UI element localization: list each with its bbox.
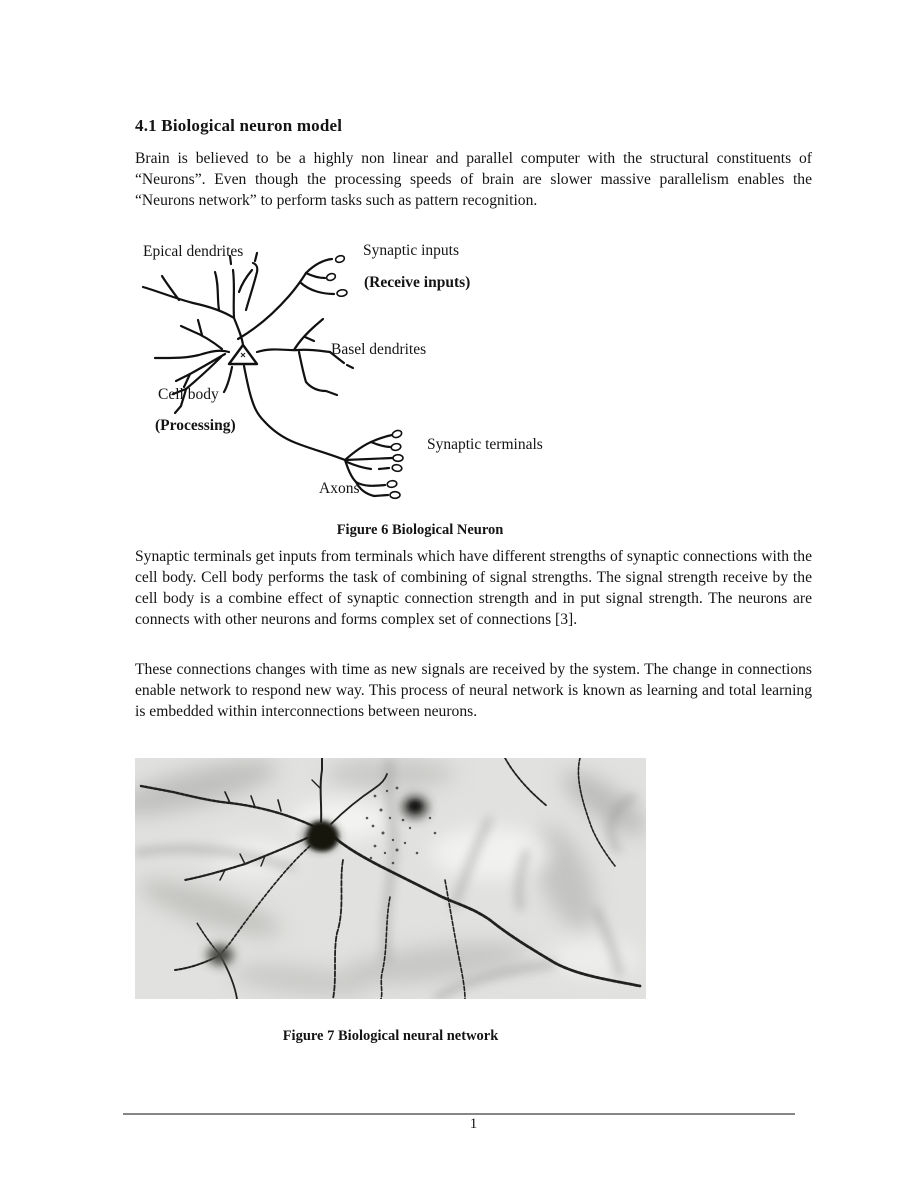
- footer-rule: [123, 1113, 795, 1115]
- label-receive-inputs: (Receive inputs): [364, 274, 471, 291]
- label-cell-body: Cell body: [158, 386, 219, 403]
- figure6-caption: Figure 6 Biological Neuron: [336, 522, 504, 538]
- figure7-caption: Figure 7 Biological neural network: [282, 1028, 499, 1044]
- apical-stem: [234, 318, 243, 345]
- figure6-neuron-diagram: [135, 240, 710, 506]
- label-basel-dendrites: Basel dendrites: [331, 341, 427, 358]
- page-number: 1: [469, 1116, 478, 1132]
- label-processing: (Processing): [155, 417, 236, 434]
- neural-network-photo-icon: [135, 758, 646, 999]
- label-synaptic-terminals: Synaptic terminals: [427, 436, 543, 453]
- cell-body-triangle: [229, 345, 257, 364]
- paragraph-intro: Brain is believed to be a highly non linear and parallel computer with the structural constituents of “Neurons”. Even though the processing speeds of brain are slower massive parallelism enables the “Neurons network” to perform tasks such as pattern recognition.: [135, 150, 812, 209]
- label-synaptic-inputs: Synaptic inputs: [363, 242, 460, 259]
- axon-line: [244, 366, 345, 460]
- label-axons: Axons: [319, 480, 360, 497]
- paragraph-learning: These connections changes with time as new signals are received by the system. The change in connections enable network to respond new way. This process of neural network is known as learning and total learning is embedded within interconnections between neurons.: [135, 661, 812, 720]
- label-epical-dendrites: Epical dendrites: [143, 243, 244, 260]
- figure7-micrograph: [135, 758, 646, 999]
- paragraph-synaptic: Synaptic terminals get inputs from terminals which have different strengths of synaptic connections with the cell body. Cell body performs the task of combining of signal strengths. The signal strength receive by the cell body is a combine effect of synaptic connection strength and in put signal strength. The neurons are connects with other neurons and forms complex set of connections [3].: [135, 548, 812, 628]
- section-heading: 4.1 Biological neuron model: [135, 116, 343, 135]
